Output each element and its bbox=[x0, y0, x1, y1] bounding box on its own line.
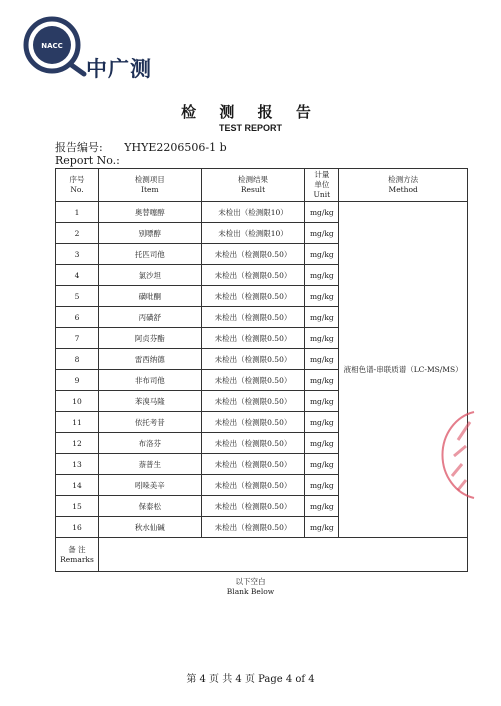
cell-result: 未检出（检测限0.50） bbox=[201, 412, 305, 433]
remarks-content bbox=[98, 538, 467, 572]
cell-no: 11 bbox=[56, 412, 99, 433]
cell-no: 5 bbox=[56, 286, 99, 307]
cell-unit: mg/kg bbox=[305, 328, 339, 349]
cell-unit: mg/kg bbox=[305, 391, 339, 412]
cell-unit: mg/kg bbox=[305, 286, 339, 307]
page-number: 第 4 页 共 4 页 Page 4 of 4 bbox=[186, 674, 315, 685]
cell-no: 6 bbox=[56, 307, 99, 328]
cell-no: 12 bbox=[56, 433, 99, 454]
report-title: 检 测 报 告 bbox=[181, 103, 320, 121]
cell-no: 2 bbox=[56, 223, 99, 244]
cell-item: 秋水仙碱 bbox=[98, 517, 201, 538]
cell-result: 未检出（检测限10） bbox=[201, 223, 305, 244]
cell-unit: mg/kg bbox=[305, 307, 339, 328]
cell-item: 雷西纳德 bbox=[98, 349, 201, 370]
seal-stamp-icon bbox=[440, 410, 476, 500]
results-table bbox=[55, 168, 468, 572]
cell-item: 氯沙坦 bbox=[98, 265, 201, 286]
report-number-label: 报告编号: bbox=[55, 141, 103, 154]
cell-item: 丙磺舒 bbox=[98, 307, 201, 328]
header-unit: 计量 单位 Unit bbox=[305, 169, 339, 202]
header-item: 检测项目 Item bbox=[98, 169, 201, 202]
report-number bbox=[55, 139, 227, 155]
cell-result: 未检出（检测限0.50） bbox=[201, 265, 305, 286]
cell-no: 15 bbox=[56, 496, 99, 517]
cell-result: 未检出（检测限0.50） bbox=[201, 244, 305, 265]
cell-no: 3 bbox=[56, 244, 99, 265]
cell-item: 吲哚美辛 bbox=[98, 475, 201, 496]
cell-no: 13 bbox=[56, 454, 99, 475]
cell-unit: mg/kg bbox=[305, 475, 339, 496]
cell-unit: mg/kg bbox=[305, 223, 339, 244]
cell-result: 未检出（检测限0.50） bbox=[201, 328, 305, 349]
cell-unit: mg/kg bbox=[305, 244, 339, 265]
cell-no: 16 bbox=[56, 517, 99, 538]
cell-item: 非布司他 bbox=[98, 370, 201, 391]
header-result: 检测结果 Result bbox=[201, 169, 305, 202]
cell-result: 未检出（检测限0.50） bbox=[201, 307, 305, 328]
report-number-value: YHYE2206506-1 b bbox=[124, 141, 227, 154]
header-method: 检测方法 Method bbox=[339, 169, 468, 202]
cell-item: 保泰松 bbox=[98, 496, 201, 517]
blank-below-note: 以下空白 Blank Below bbox=[226, 577, 275, 596]
cell-no: 10 bbox=[56, 391, 99, 412]
cell-unit: mg/kg bbox=[305, 349, 339, 370]
cell-no: 8 bbox=[56, 349, 99, 370]
cell-unit: mg/kg bbox=[305, 412, 339, 433]
table-row bbox=[56, 202, 468, 223]
cell-result: 未检出（检测限0.50） bbox=[201, 433, 305, 454]
cell-result: 未检出（检测限0.50） bbox=[201, 286, 305, 307]
cell-result: 未检出（检测限0.50） bbox=[201, 391, 305, 412]
cell-result: 未检出（检测限0.50） bbox=[201, 349, 305, 370]
cell-item: 别嘌醇 bbox=[98, 223, 201, 244]
header-no: 序号 No. bbox=[56, 169, 99, 202]
cell-unit: mg/kg bbox=[305, 454, 339, 475]
cell-unit: mg/kg bbox=[305, 202, 339, 223]
cell-result: 未检出（检测限0.50） bbox=[201, 454, 305, 475]
remarks-label: 备 注 Remarks bbox=[56, 538, 99, 572]
cell-result: 未检出（检测限0.50） bbox=[201, 517, 305, 538]
cell-method: 液相色谱-串联质谱（LC-MS/MS） bbox=[339, 202, 468, 538]
cell-no: 4 bbox=[56, 265, 99, 286]
cell-no: 1 bbox=[56, 202, 99, 223]
logo-badge-text: NACC bbox=[41, 42, 63, 50]
cell-item: 苯溴马隆 bbox=[98, 391, 201, 412]
cell-unit: mg/kg bbox=[305, 517, 339, 538]
cell-result: 未检出（检测限10） bbox=[201, 202, 305, 223]
remarks-row bbox=[56, 538, 468, 572]
cell-unit: mg/kg bbox=[305, 496, 339, 517]
cell-item: 磺吡酮 bbox=[98, 286, 201, 307]
report-subtitle: TEST REPORT bbox=[218, 123, 282, 133]
cell-no: 9 bbox=[56, 370, 99, 391]
cell-unit: mg/kg bbox=[305, 265, 339, 286]
cell-unit: mg/kg bbox=[305, 433, 339, 454]
cell-result: 未检出（检测限0.50） bbox=[201, 475, 305, 496]
cell-result: 未检出（检测限0.50） bbox=[201, 496, 305, 517]
cell-item: 布洛芬 bbox=[98, 433, 201, 454]
cell-no: 7 bbox=[56, 328, 99, 349]
cell-item: 托匹司他 bbox=[98, 244, 201, 265]
cell-item: 阿贞芬酯 bbox=[98, 328, 201, 349]
cell-item: 依托考昔 bbox=[98, 412, 201, 433]
cell-item: 萘普生 bbox=[98, 454, 201, 475]
brand-name: 中广测 bbox=[86, 57, 152, 81]
cell-item: 奥替噻醇 bbox=[98, 202, 201, 223]
cell-result: 未检出（检测限0.50） bbox=[201, 370, 305, 391]
report-number-label-en: Report No.: bbox=[55, 154, 120, 167]
cell-no: 14 bbox=[56, 475, 99, 496]
cell-unit: mg/kg bbox=[305, 370, 339, 391]
table-header-row bbox=[56, 169, 468, 202]
